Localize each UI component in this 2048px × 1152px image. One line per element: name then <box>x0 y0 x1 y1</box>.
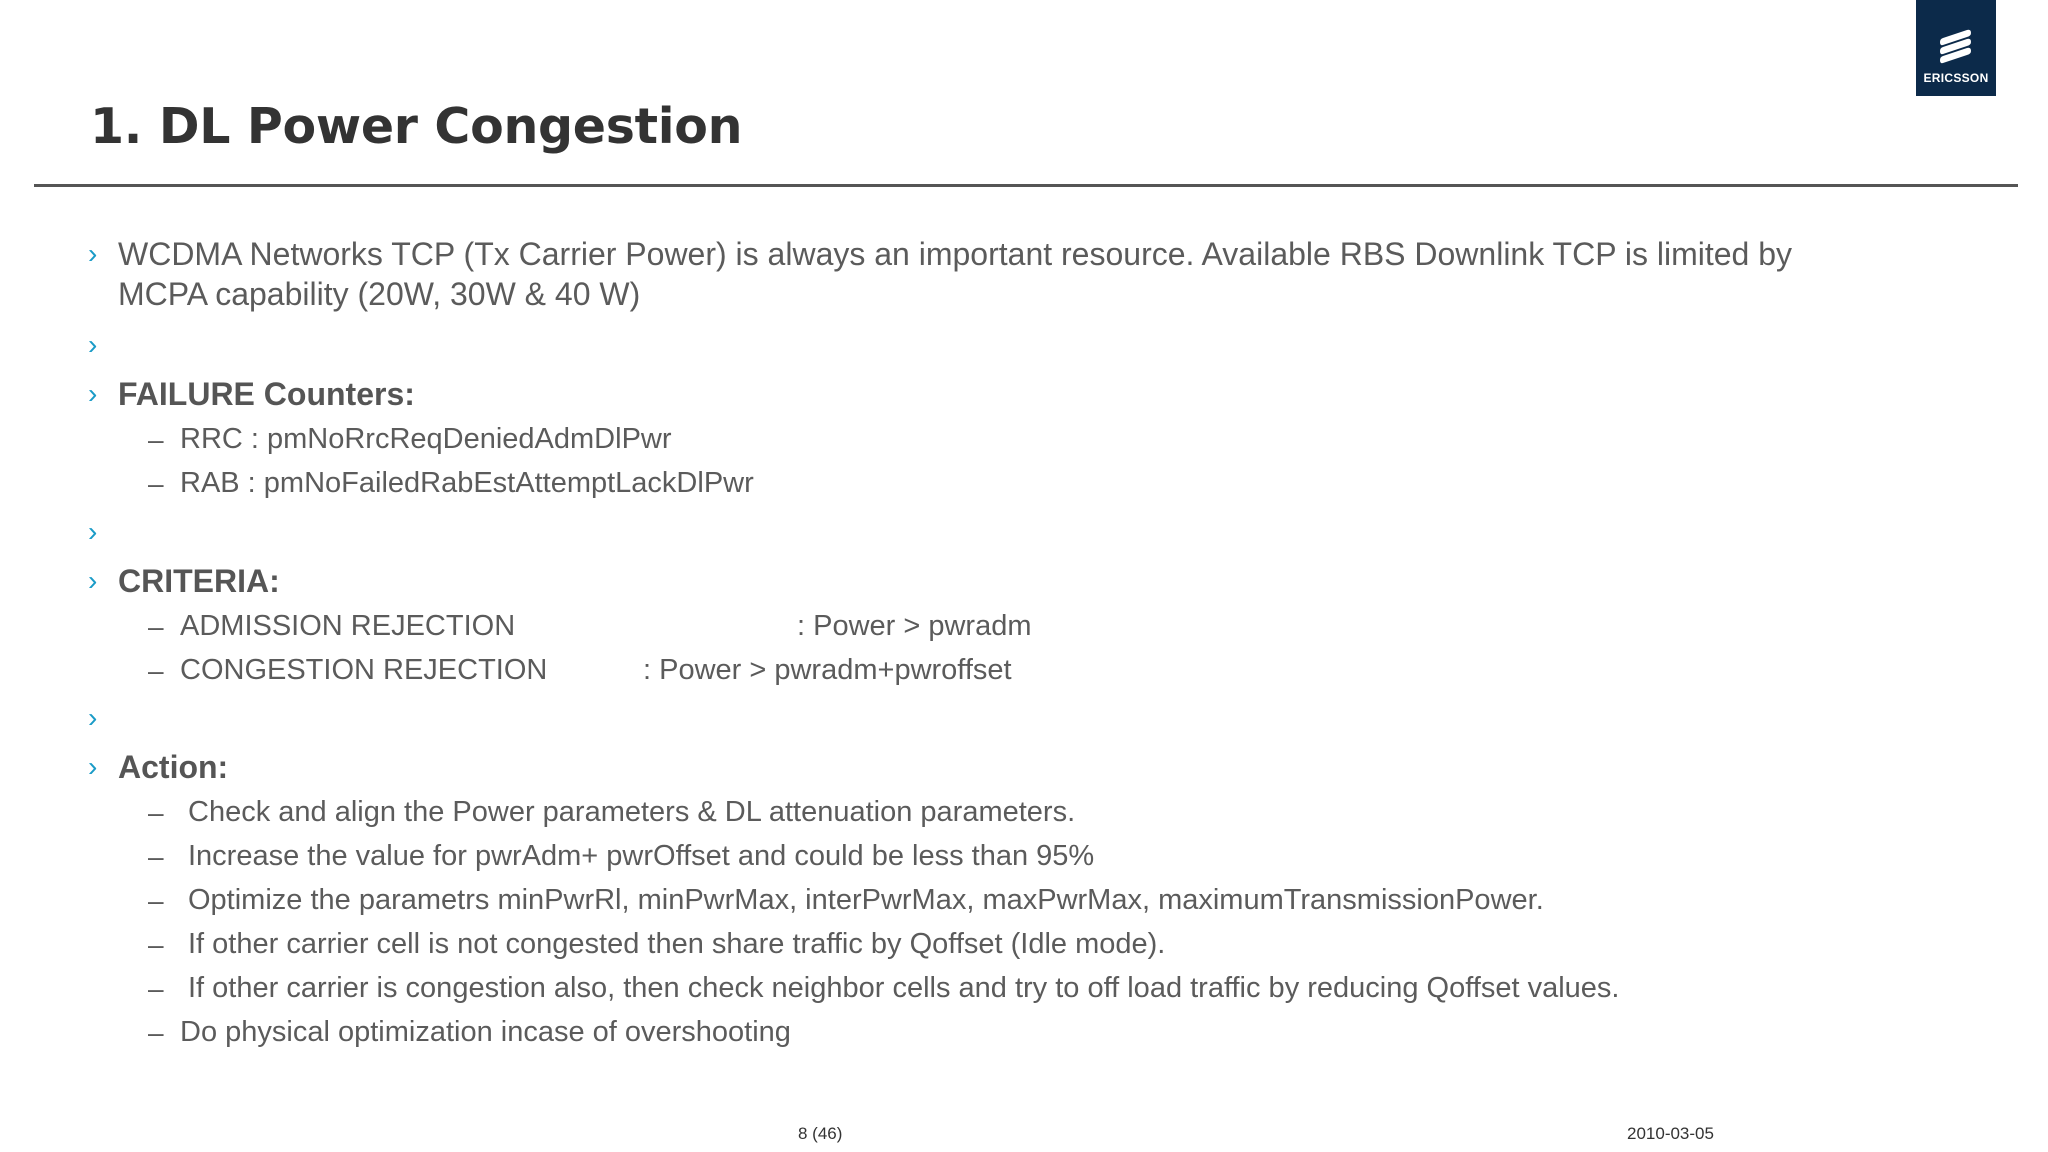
action-item: Optimize the parametrs minPwrRl, minPwrMax, interPwrMax, maxPwrMax, maximumTransmissionPower. <box>188 884 1544 916</box>
failure-item-rab: RAB : pmNoFailedRabEstAttemptLackDlPwr <box>180 467 754 499</box>
criteria-heading: CRITERIA: <box>118 563 280 599</box>
dash-icon: – <box>148 797 164 828</box>
dash-icon: – <box>148 1017 164 1048</box>
criteria-congestion-value: : Power > pwradm+pwroffset <box>643 654 1012 686</box>
failure-item-rrc: RRC : pmNoRrcReqDeniedAdmDlPwr <box>180 423 672 455</box>
slide-title: 1. DL Power Congestion <box>90 98 743 155</box>
bullet-icon: › <box>88 751 98 782</box>
intro-line-2: MCPA capability (20W, 30W & 40 W) <box>118 276 641 312</box>
bullet-icon: › <box>88 702 98 733</box>
bullet-icon: › <box>88 516 98 547</box>
action-item: Check and align the Power parameters & DL attenuation parameters. <box>188 796 1076 828</box>
logo-wordmark: ERICSSON <box>1923 71 1989 85</box>
criteria-congestion-label: CONGESTION REJECTION <box>180 654 548 686</box>
bullet-icon: › <box>88 565 98 596</box>
dash-icon: – <box>148 885 164 916</box>
bullet-icon: › <box>88 329 98 360</box>
action-item: If other carrier is congestion also, then check neighbor cells and try to off load traffic by reducing Qoffset values. <box>188 972 1620 1004</box>
action-item: Increase the value for pwrAdm+ pwrOffset and could be less than 95% <box>188 840 1095 872</box>
action-heading: Action: <box>118 749 229 785</box>
criteria-admission-value: : Power > pwradm <box>797 610 1032 642</box>
action-item: If other carrier cell is not congested then share traffic by Qoffset (Idle mode). <box>188 928 1166 960</box>
dash-icon: – <box>148 611 164 642</box>
ericsson-logo-icon <box>1940 28 1972 64</box>
bullet-icon: › <box>88 238 98 269</box>
failure-heading: FAILURE Counters: <box>118 376 415 412</box>
action-item: Do physical optimization incase of overshooting <box>180 1016 791 1048</box>
bullet-icon: › <box>88 378 98 409</box>
dash-icon: – <box>148 468 164 499</box>
dash-icon: – <box>148 929 164 960</box>
ericsson-logo <box>1916 0 1996 96</box>
dash-icon: – <box>148 655 164 686</box>
criteria-admission-label: ADMISSION REJECTION <box>180 610 516 642</box>
intro-line-1: WCDMA Networks TCP (Tx Carrier Power) is always an important resource. Available RBS Downlink TCP is limited by <box>118 236 1792 272</box>
page-number: 8 (46) <box>798 1124 843 1143</box>
dash-icon: – <box>148 424 164 455</box>
title-divider <box>34 184 2018 187</box>
footer-date: 2010-03-05 <box>1627 1124 1714 1143</box>
dash-icon: – <box>148 973 164 1004</box>
dash-icon: – <box>148 841 164 872</box>
